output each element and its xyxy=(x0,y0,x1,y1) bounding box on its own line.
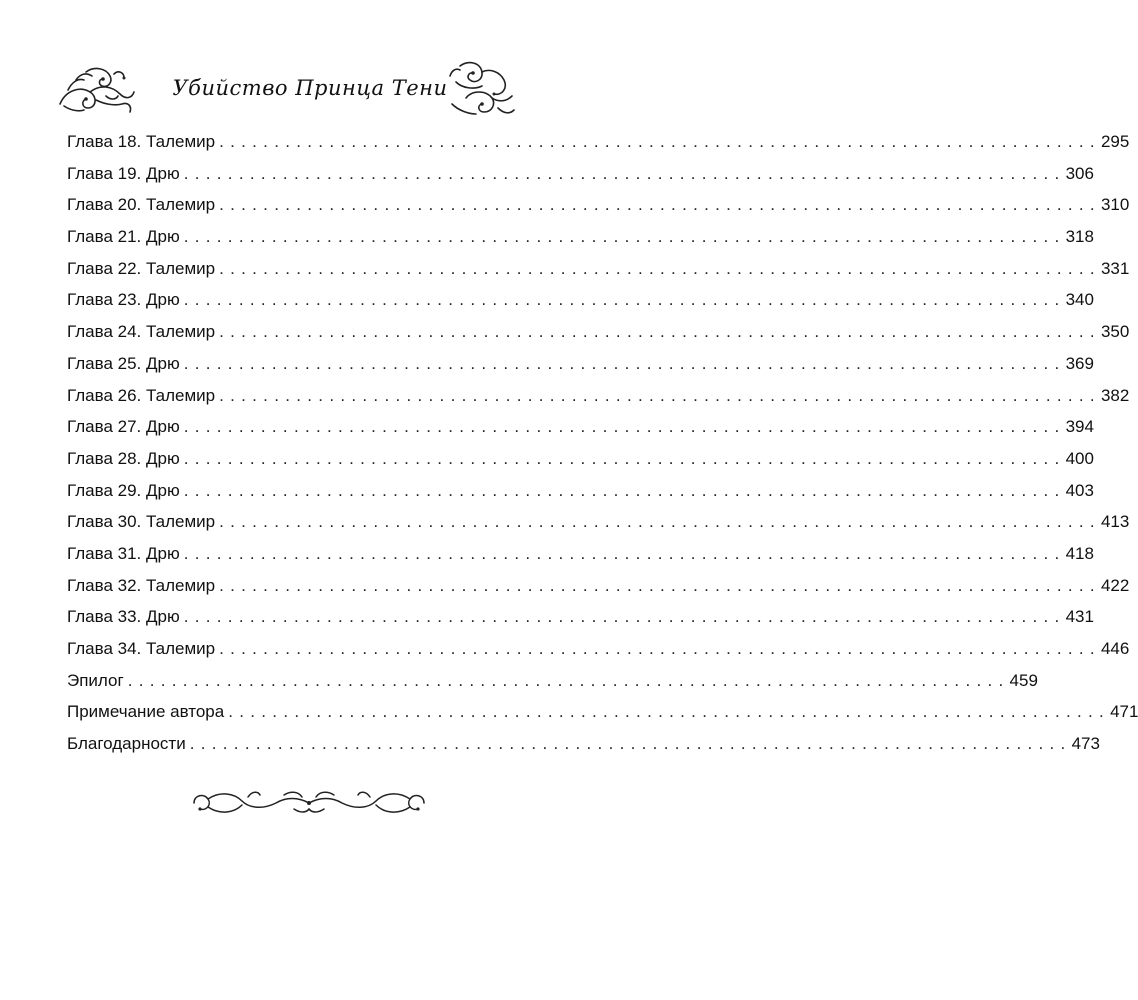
toc-dot-leader: ................................................................................ xyxy=(127,670,1010,690)
toc-entry xyxy=(67,221,1094,253)
toc-entry-page: 413 xyxy=(1100,512,1130,532)
running-title: Убийство Принца Тени xyxy=(172,76,448,100)
toc-dot-leader: ................................................................................ xyxy=(183,607,1066,627)
toc-dot-leader: ................................................................................ xyxy=(219,132,1101,151)
page-header xyxy=(0,56,619,126)
toc-dot-leader: ................................................................................ xyxy=(183,227,1066,247)
toc-dot-leader: ................................................................................ xyxy=(219,512,1101,532)
toc-dot-leader: ................................................................................ xyxy=(189,734,1072,754)
toc-dot-leader: ................................................................................ xyxy=(219,639,1101,658)
flourish-ornament-icon xyxy=(56,60,138,118)
toc-entry xyxy=(67,570,1130,602)
toc-entry-page: 473 xyxy=(1071,734,1100,754)
toc-entry xyxy=(67,728,1100,760)
flourish-ornament-icon xyxy=(446,58,518,120)
toc-entry xyxy=(67,348,1094,380)
toc-entry-title: Глава 27. Дрю xyxy=(67,417,180,437)
toc-entry xyxy=(67,284,1094,316)
toc-entry xyxy=(67,665,1038,697)
toc-entry-title: Глава 34. Талемир xyxy=(67,639,216,658)
toc-entry xyxy=(67,633,1130,665)
toc-entry-page: 403 xyxy=(1065,480,1094,500)
toc-entry-title: Глава 29. Дрю xyxy=(67,480,180,500)
toc-entry-page: 350 xyxy=(1100,322,1130,342)
toc-dot-leader: ................................................................................ xyxy=(219,575,1101,595)
toc-entry xyxy=(67,538,1094,570)
toc-entry-page: 369 xyxy=(1065,353,1094,373)
toc-entry-page: 446 xyxy=(1100,639,1130,658)
toc-entry-page: 310 xyxy=(1100,195,1130,215)
toc-entry-title: Благодарности xyxy=(67,734,186,754)
toc-entry xyxy=(67,696,1138,728)
toc-entry-title: Глава 25. Дрю xyxy=(67,353,180,373)
toc-entry-page: 418 xyxy=(1065,543,1094,563)
toc-entry xyxy=(67,126,1130,158)
toc-entry xyxy=(67,443,1094,475)
toc-dot-leader: ................................................................................ xyxy=(183,163,1066,183)
toc-entry-page: 471 xyxy=(1110,702,1138,722)
toc-entry xyxy=(67,475,1094,507)
toc-entry-title: Глава 18. Талемир xyxy=(67,132,216,151)
toc-entry-title: Примечание автора xyxy=(67,702,225,722)
toc-dot-leader: ................................................................................ xyxy=(183,543,1066,563)
toc-entry xyxy=(67,189,1130,221)
toc-entry xyxy=(67,380,1130,412)
toc-entry-page: 331 xyxy=(1100,258,1130,278)
toc-dot-leader: ................................................................................ xyxy=(219,385,1101,405)
scroll-divider-icon xyxy=(186,783,432,823)
toc-entry-page: 422 xyxy=(1100,575,1130,595)
toc-entry-title: Глава 20. Талемир xyxy=(67,195,216,215)
toc-entry-title: Эпилог xyxy=(67,670,124,690)
toc-dot-leader: ................................................................................ xyxy=(219,195,1101,215)
toc-dot-leader: ................................................................................ xyxy=(219,258,1101,278)
toc-entry-title: Глава 26. Талемир xyxy=(67,385,216,405)
toc-entry-title: Глава 31. Дрю xyxy=(67,543,180,563)
toc-entry-title: Глава 19. Дрю xyxy=(67,163,180,183)
toc-entry-page: 318 xyxy=(1065,227,1094,247)
toc-dot-leader: ................................................................................ xyxy=(183,353,1066,373)
toc-entry xyxy=(67,411,1094,443)
toc-entry-title: Глава 24. Талемир xyxy=(67,322,216,342)
toc-entry-page: 382 xyxy=(1100,385,1130,405)
toc-dot-leader: ................................................................................ xyxy=(183,448,1066,468)
toc-dot-leader: ................................................................................ xyxy=(183,417,1066,437)
toc-entry-page: 306 xyxy=(1065,163,1094,183)
toc-entry-title: Глава 30. Талемир xyxy=(67,512,216,532)
toc-entry-page: 459 xyxy=(1009,670,1038,690)
toc-entry-page: 431 xyxy=(1065,607,1094,627)
toc-entry xyxy=(67,316,1130,348)
toc-entry-title: Глава 23. Дрю xyxy=(67,290,180,310)
toc-entry-page: 394 xyxy=(1065,417,1094,437)
toc-entry xyxy=(67,158,1094,190)
toc-dot-leader: ................................................................................ xyxy=(183,480,1066,500)
toc-entry-title: Глава 28. Дрю xyxy=(67,448,180,468)
toc-entry-title: Глава 22. Талемир xyxy=(67,258,216,278)
table-of-contents xyxy=(67,126,1138,760)
toc-entry-title: Глава 32. Талемир xyxy=(67,575,216,595)
toc-entry-page: 295 xyxy=(1100,132,1130,151)
toc-entry xyxy=(67,253,1130,285)
toc-entry-page: 400 xyxy=(1065,448,1094,468)
toc-entry-title: Глава 21. Дрю xyxy=(67,227,180,247)
toc-dot-leader: ................................................................................ xyxy=(183,290,1066,310)
toc-entry xyxy=(67,506,1130,538)
toc-dot-leader: ................................................................................ xyxy=(228,702,1111,722)
toc-entry-page: 340 xyxy=(1065,290,1094,310)
toc-entry xyxy=(67,601,1094,633)
toc-entry-title: Глава 33. Дрю xyxy=(67,607,180,627)
toc-dot-leader: ................................................................................ xyxy=(219,322,1101,342)
